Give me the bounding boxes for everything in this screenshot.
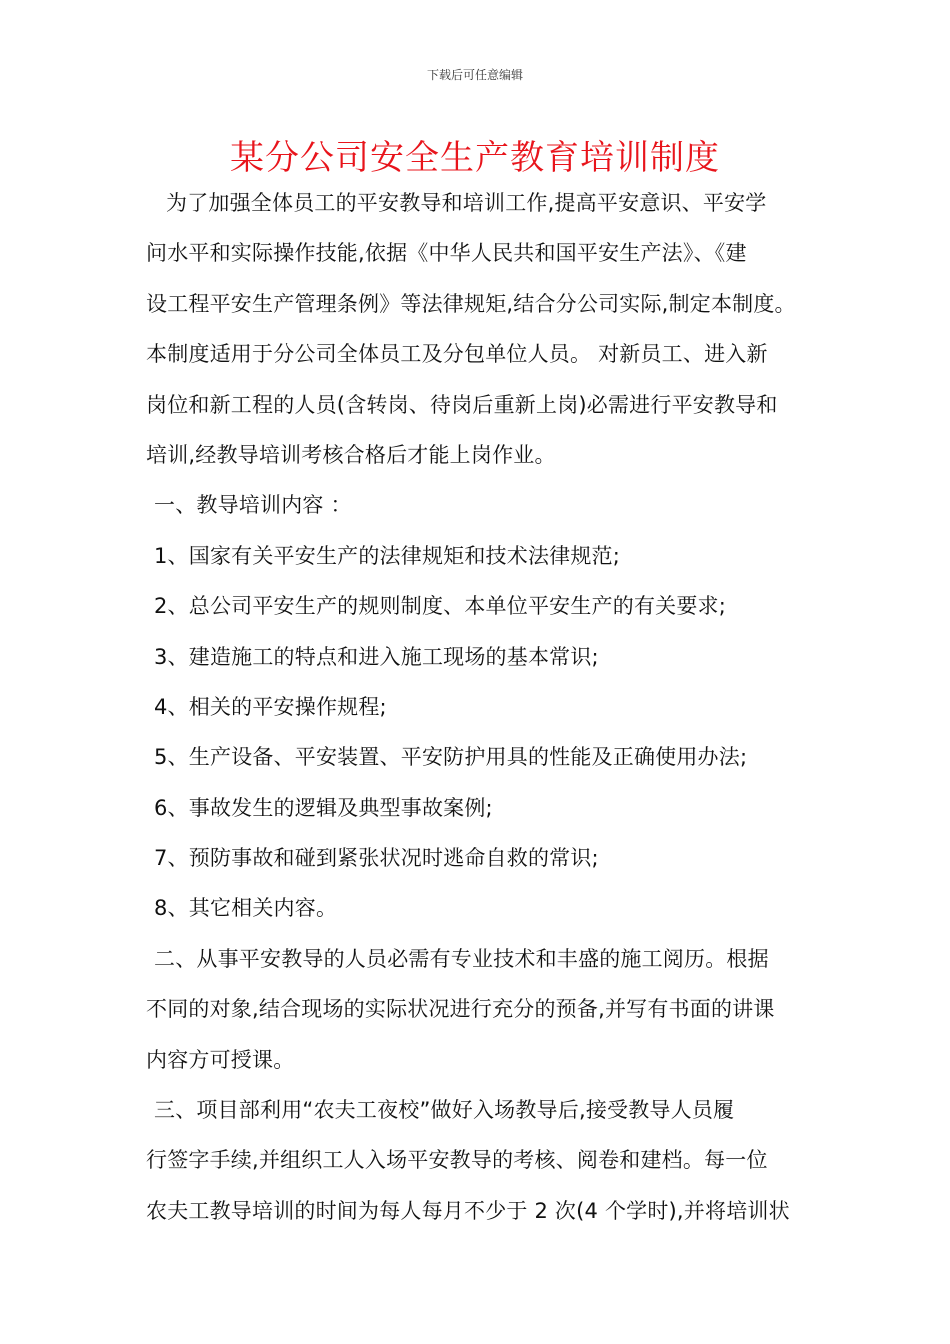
paragraph-line: 农夫工教导培训的时间为每人每月不少于 2 次(4 个学时),并将培训状 — [146, 1198, 790, 1223]
paragraph-line: 本制度适用于分公司全体员工及分包单位人员。 对新员工、进入新 — [146, 342, 768, 367]
section-paragraph-line: 二、从事平安教导的人员必需有专业技术和丰盛的施工阅历。根据 — [154, 946, 769, 971]
document-body — [146, 178, 814, 1236]
list-item: 4、相关的平安操作规程; — [154, 694, 387, 719]
list-item: 6、事故发生的逻辑及典型事故案例; — [154, 795, 493, 820]
paragraph-line: 岗位和新工程的人员(含转岗、待岗后重新上岗)必需进行平安教导和 — [146, 392, 778, 417]
section-heading: 一、教导培训内容 ： — [154, 493, 352, 518]
list-item: 7、预防事故和碰到紧张状况时逃命自救的常识; — [154, 846, 599, 871]
paragraph-line: 内容方可授课。 — [146, 1047, 295, 1072]
section-paragraph-line: 三、项目部利用“农夫工夜校”做好入场教导后,接受教导人员履 — [154, 1098, 735, 1123]
list-item: 1、国家有关平安生产的法律规矩和技术法律规范; — [154, 543, 621, 568]
paragraph-line: 行签字手续,并组织工人入场平安教导的考核、阅卷和建档。每一位 — [146, 1148, 768, 1173]
paragraph-line: 不同的对象,结合现场的实际状况进行充分的预备,并写有书面的讲课 — [146, 997, 775, 1022]
list-item: 3、建造施工的特点和进入施工现场的基本常识; — [154, 644, 599, 669]
list-item: 5、生产设备、平安装置、平安防护用具的性能及正确使用办法; — [154, 745, 748, 770]
paragraph-line: 培训,经教导培训考核合格后才能上岗作业。 — [146, 442, 556, 467]
list-item: 8、其它相关内容。 — [154, 896, 338, 921]
paragraph-line: 为了加强全体员工的平安教导和培训工作,提高平安意识、平安学 — [166, 191, 767, 215]
paragraph-line: 设工程平安生产管理条例》等法律规矩,结合分公司实际,制定本制度。 — [146, 291, 796, 316]
list-item: 2、总公司平安生产的规则制度、本单位平安生产的有关要求; — [154, 594, 727, 619]
page-header-note: 下载后可任意编辑 — [426, 68, 523, 82]
paragraph-line: 问水平和实际操作技能,依据《中华人民共和国平安生产法》、《建 — [146, 241, 747, 266]
document-title: 某分公司安全生产教育培训制度 — [230, 138, 720, 178]
